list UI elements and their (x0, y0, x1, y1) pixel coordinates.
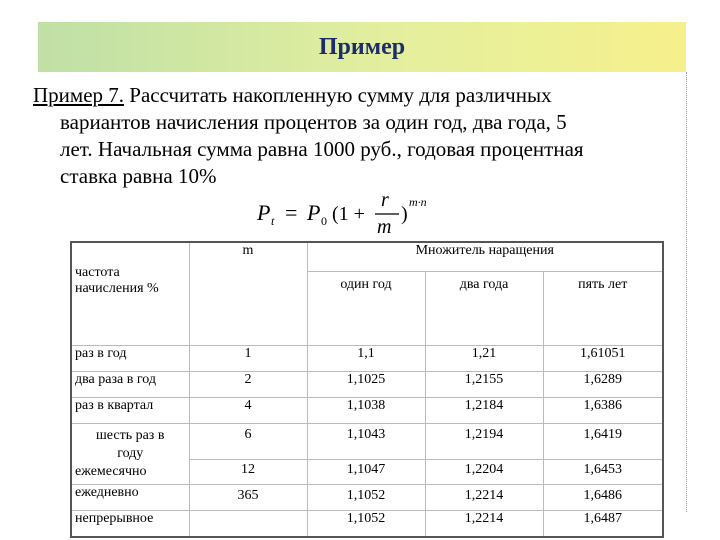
formula-p0-sub: 0 (321, 214, 327, 228)
row-label: непрерывное (71, 511, 189, 537)
row-label-group (71, 424, 189, 485)
table-header-row (71, 242, 663, 272)
accumulation-table (70, 241, 664, 538)
row-two-years: 1,2214 (425, 511, 543, 537)
row-m: 4 (189, 398, 307, 424)
row-one-year: 1,1 (307, 346, 425, 372)
row-label: ежемесячно (75, 464, 147, 479)
row-one-year: 1,1038 (307, 398, 425, 424)
formula-open: (1 + (332, 203, 365, 225)
statement-line-3: лет. Начальная сумма равна 1000 руб., годовая процентная (60, 137, 584, 161)
row-m (189, 511, 307, 537)
problem-statement (33, 82, 683, 190)
row-one-year: 1,1047 (307, 460, 425, 485)
row-label: два раза в год (71, 372, 189, 398)
row-five-years: 1,6487 (543, 511, 663, 537)
dotted-divider (686, 72, 687, 512)
statement-line-2: вариантов начисления процентов за один год, два года, 5 (60, 110, 567, 134)
row-five-years: 1,6486 (543, 485, 663, 511)
header-two-years: два года (425, 272, 543, 346)
table-row (71, 485, 663, 511)
formula-equals: = (285, 200, 298, 225)
row-two-years: 1,2204 (425, 460, 543, 485)
statement-line-4: ставка равна 10% (60, 164, 217, 188)
formula-p0: P (307, 200, 321, 225)
compound-interest-formula (255, 188, 455, 236)
row-label: шесть раз в году (96, 428, 165, 461)
title-banner (38, 22, 686, 72)
row-label: раз в год (71, 346, 189, 372)
row-m: 2 (189, 372, 307, 398)
example-number: Пример 7. (33, 83, 125, 107)
slide-title: Пример (318, 34, 406, 60)
formula-close: ) (401, 203, 408, 225)
header-m: m (189, 242, 307, 346)
formula-numerator: r (381, 189, 389, 211)
row-m: 1 (189, 346, 307, 372)
row-two-years: 1,21 (425, 346, 543, 372)
table-row (71, 511, 663, 537)
table-row (71, 398, 663, 424)
header-frequency: частота начисления % (71, 242, 189, 346)
row-m: 12 (189, 460, 307, 485)
table-row (71, 424, 663, 460)
formula-denominator: m (377, 216, 392, 236)
row-one-year: 1,1052 (307, 511, 425, 537)
row-two-years: 1,2155 (425, 372, 543, 398)
row-m: 6 (189, 424, 307, 460)
row-label: ежедневно (71, 485, 189, 511)
header-multiplier: Множитель наращения (307, 242, 663, 272)
row-one-year: 1,1043 (307, 424, 425, 460)
row-five-years: 1,6453 (543, 460, 663, 485)
row-one-year: 1,1052 (307, 485, 425, 511)
table-row (71, 346, 663, 372)
row-label: раз в квартал (71, 398, 189, 424)
row-five-years: 1,6289 (543, 372, 663, 398)
header-five-years: пять лет (543, 272, 663, 346)
row-two-years: 1,2214 (425, 485, 543, 511)
row-five-years: 1,6386 (543, 398, 663, 424)
formula-p: P (257, 200, 271, 225)
formula-t: t (271, 214, 275, 228)
row-two-years: 1,2194 (425, 424, 543, 460)
row-two-years: 1,2184 (425, 398, 543, 424)
row-five-years: 1,6419 (543, 424, 663, 460)
statement-line-1 (33, 82, 683, 109)
row-one-year: 1,1025 (307, 372, 425, 398)
row-five-years: 1,61051 (543, 346, 663, 372)
formula-exponent: m·n (409, 195, 427, 209)
table-row (71, 372, 663, 398)
row-m: 365 (189, 485, 307, 511)
statement-text-1: Рассчитать накопленную сумму для различных (124, 83, 552, 107)
header-one-year: один год (307, 272, 425, 346)
